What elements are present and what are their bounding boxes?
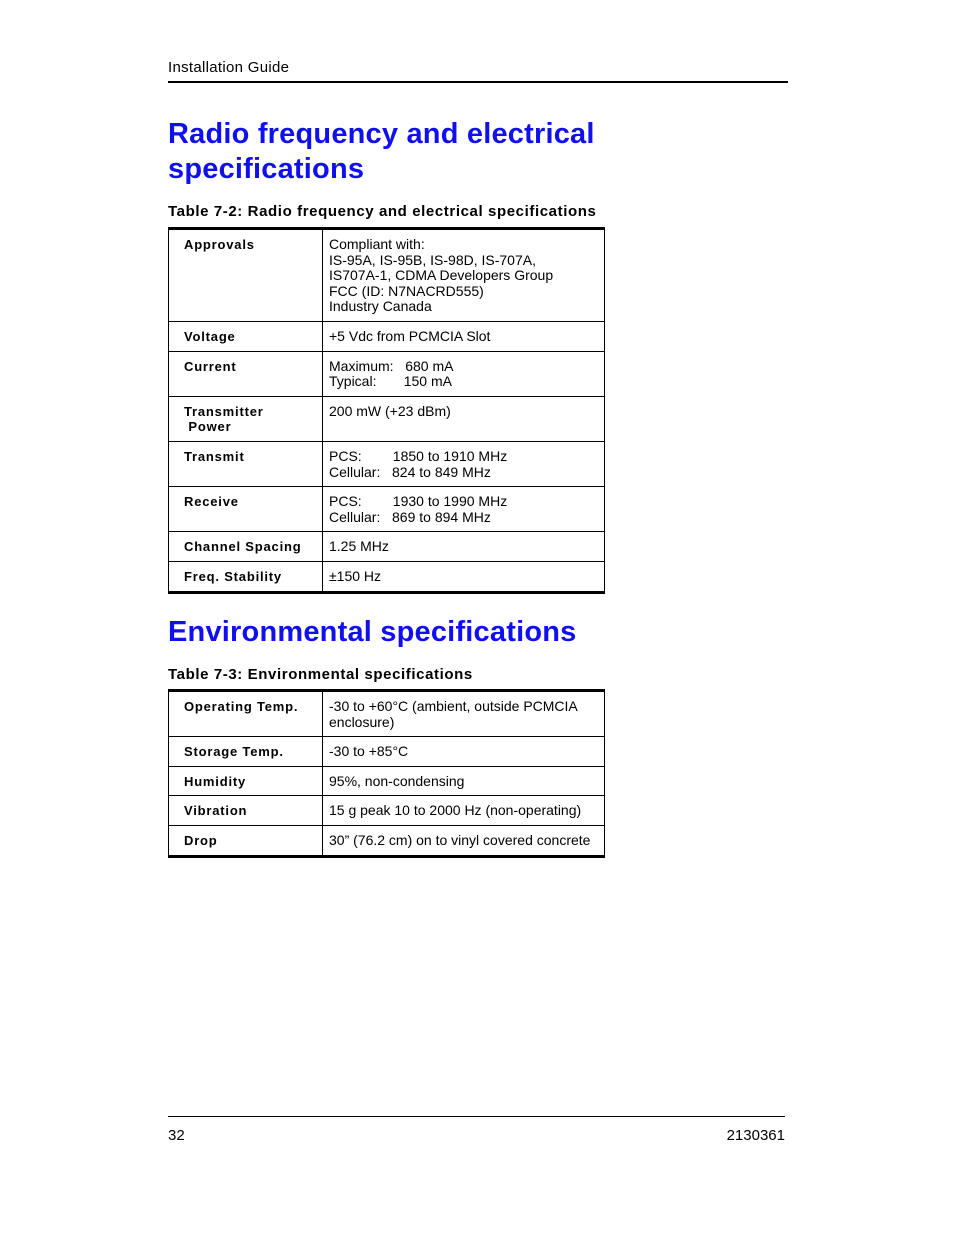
value-line: Compliant with:: [329, 236, 425, 252]
table-row: [169, 691, 605, 737]
value-cell: [323, 737, 605, 767]
value-line: +5 Vdc from PCMCIA Slot: [329, 327, 491, 344]
value-line: 200 mW (+23 dBm): [329, 402, 451, 419]
parameter-cell: [169, 561, 323, 592]
parameter-label: Humidity: [184, 773, 247, 789]
parameter-label: Vibration: [184, 803, 248, 819]
value-cell: [323, 441, 605, 486]
parameter-label: Voltage: [184, 328, 236, 344]
table-row: [169, 766, 605, 796]
parameter-label: Power: [184, 419, 232, 435]
value-line: Typical: 150 mA: [329, 373, 452, 390]
parameter-label: Transmitter: [184, 403, 264, 419]
table-row: [169, 532, 605, 562]
parameter-cell: [169, 825, 323, 856]
value-cell: [323, 532, 605, 562]
section-heading-rf: Radio frequency and electrical specifications: [168, 118, 595, 185]
parameter-cell: [169, 796, 323, 826]
parameter-label: Approvals: [184, 237, 255, 252]
table-row: [169, 796, 605, 826]
value-cell: [323, 487, 605, 532]
value-cell: [323, 229, 605, 322]
value-line: PCS: 1850 to 1910 MHz: [329, 447, 508, 464]
table-row: [169, 487, 605, 532]
document-number: 2130361: [726, 1127, 785, 1144]
parameter-label: Channel Spacing: [184, 539, 302, 555]
value-cell: [323, 396, 605, 441]
value-cell: [323, 766, 605, 796]
value-line: Industry Canada: [329, 298, 432, 315]
parameter-cell: [169, 229, 323, 322]
parameter-label: Operating Temp.: [184, 699, 299, 714]
value-line: IS707A-1, CDMA Developers Group: [329, 267, 554, 284]
parameter-cell: [169, 766, 323, 796]
value-cell: [323, 321, 605, 351]
table-row: [169, 396, 605, 441]
table-row: [169, 561, 605, 592]
parameter-label: Transmit: [184, 448, 245, 464]
page-number: 32: [168, 1127, 185, 1144]
value-line: PCS: 1930 to 1990 MHz: [329, 493, 508, 510]
value-line: 1.25 MHz: [329, 538, 389, 555]
parameter-cell: [169, 737, 323, 767]
parameter-cell: [169, 691, 323, 737]
table-row: [169, 441, 605, 486]
parameter-cell: [169, 351, 323, 396]
value-line: enclosure): [329, 713, 395, 730]
parameter-label: Storage Temp.: [184, 744, 284, 760]
table-caption-env: Table 7-3: Environmental specifications: [168, 666, 473, 683]
env-spec-table: [168, 689, 605, 858]
parameter-label: Drop: [184, 832, 218, 848]
table-row: [169, 321, 605, 351]
value-line: 95%, non-condensing: [329, 772, 465, 789]
table-row: [169, 737, 605, 767]
value-line: -30 to +85°C: [329, 743, 409, 760]
parameter-label: Current: [184, 358, 237, 374]
parameter-label: Freq. Stability: [184, 568, 282, 584]
value-cell: [323, 561, 605, 592]
rf-spec-table: [168, 227, 605, 594]
value-line: -30 to +60°C (ambient, outside PCMCIA: [329, 698, 578, 714]
value-cell: [323, 691, 605, 737]
value-line: FCC (ID: N7NACRD555): [329, 282, 484, 299]
value-line: Cellular: 824 to 849 MHz: [329, 463, 491, 480]
parameter-cell: [169, 532, 323, 562]
parameter-cell: [169, 396, 323, 441]
value-line: Cellular: 869 to 894 MHz: [329, 508, 491, 525]
table-row: [169, 229, 605, 322]
table-row: [169, 351, 605, 396]
value-line: IS-95A, IS-95B, IS-98D, IS-707A,: [329, 251, 536, 268]
header-rule: [168, 81, 788, 83]
value-line: Maximum: 680 mA: [329, 357, 454, 374]
footer-rule: [168, 1116, 785, 1117]
section-heading-env: Environmental specifications: [168, 616, 577, 648]
value-line: 15 g peak 10 to 2000 Hz (non-operating): [329, 802, 582, 819]
parameter-cell: [169, 441, 323, 486]
value-line: 30” (76.2 cm) on to vinyl covered concrete: [329, 831, 591, 848]
parameter-cell: [169, 487, 323, 532]
value-cell: [323, 825, 605, 856]
table-row: [169, 825, 605, 856]
parameter-cell: [169, 321, 323, 351]
value-cell: [323, 351, 605, 396]
running-header: Installation Guide: [168, 59, 290, 76]
value-cell: [323, 796, 605, 826]
table-caption-rf: Table 7-2: Radio frequency and electrical specifications: [168, 203, 597, 220]
value-line: ±150 Hz: [329, 567, 382, 584]
parameter-label: Receive: [184, 494, 239, 510]
